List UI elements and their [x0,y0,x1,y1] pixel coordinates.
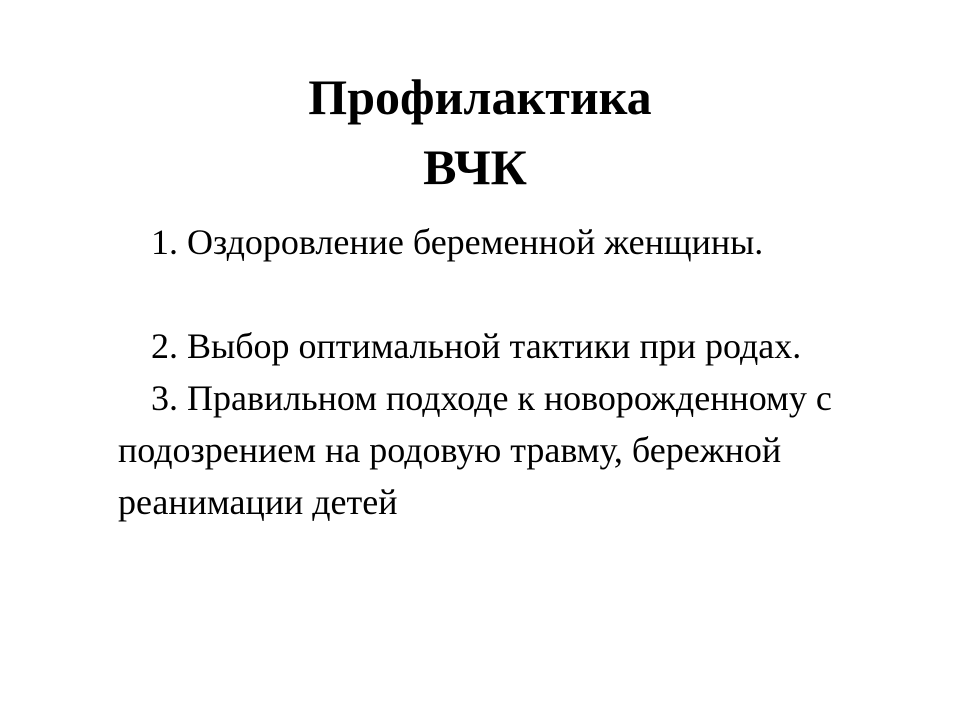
list-item-2: 2. Выбор оптимальной тактики при родах. [151,326,802,366]
list-item-3: 3. Правильном подходе к новорожденному с подозрением на родовую травму, бережной реанимации детей [118,378,832,522]
slide-title [0,62,960,202]
title-line-1: Профилактика [308,69,652,125]
slide-body [118,216,878,528]
list-item-1: 1. Оздоровление беременной женщины. [151,222,764,262]
title-line-2: ВЧК [423,139,527,195]
